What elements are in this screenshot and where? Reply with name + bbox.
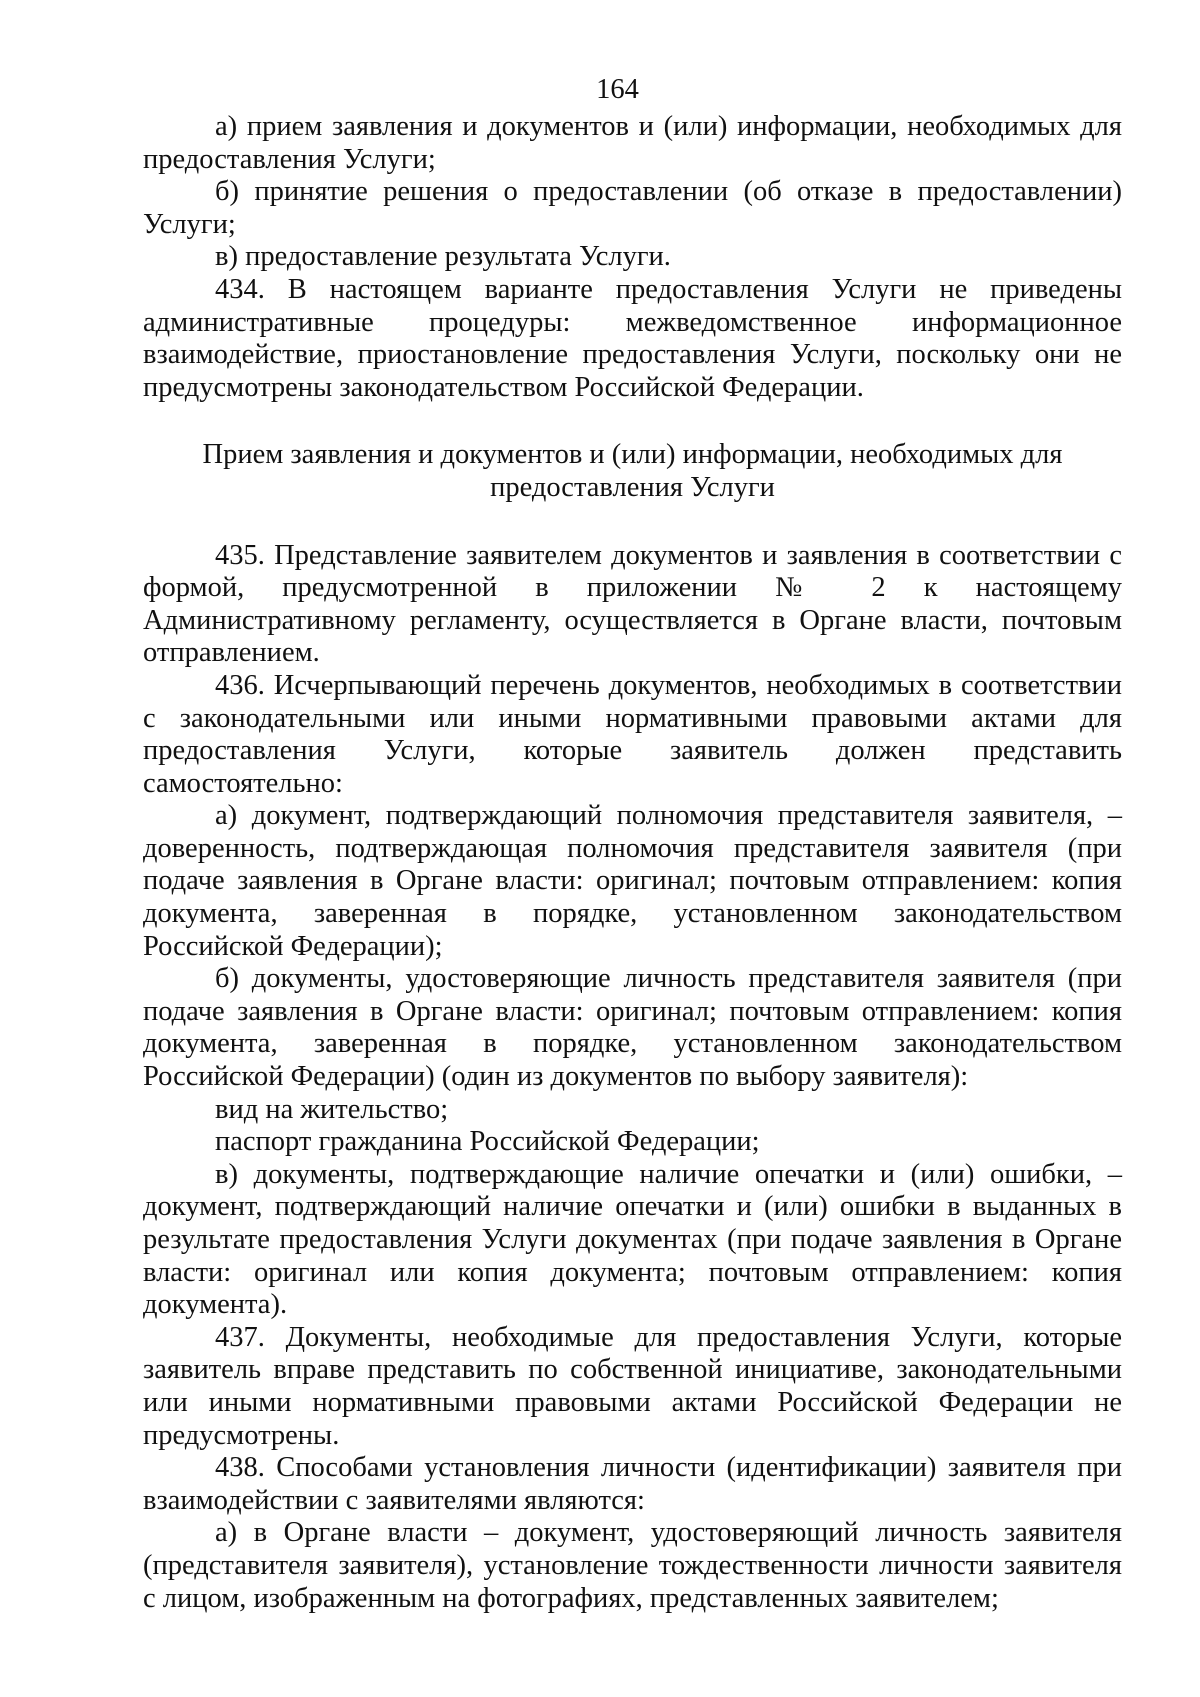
paragraph-436-c: в) документы, подтверждающие наличие опечатки и (или) ошибки, – документ, подтверждающий наличие опечатки и (или) ошибки в выданных в результате предоставления Услуги документах (при подаче заявления в Органе власти: оригинал или копия документа; почтовым отправлением: копия документа). (143, 1158, 1122, 1321)
paragraph-436-b: б) документы, удостоверяющие личность представителя заявителя (при подаче заявления в Органе власти: оригинал; почтовым отправлением: копия документа, заверенная в порядке, установленном законодательством Российской Федерации) (один из документов по выбору заявителя): (143, 963, 1122, 1093)
paragraph-436-a: а) документ, подтверждающий полномочия представителя заявителя, – доверенность, подтверждающая полномочия представителя заявителя (при подаче заявления в Органе власти: оригинал; почтовым отправлением: копия документа, заверенная в порядке, установленном законодательством Российской Федерации); (143, 800, 1122, 962)
list-item-passport: паспорт гражданина Российской Федерации; (215, 1126, 760, 1158)
paragraph-438: 438. Способами установления личности (идентификации) заявителя при взаимодействии с заявителями являются: (143, 1452, 1122, 1516)
paragraph-435: 435. Представление заявителем документов и заявления в соответствии с формой, предусмотренной в приложении № 2 к настоящему Административному регламенту, осуществляется в Органе власти, почтовым отправлением. (143, 539, 1122, 669)
paragraph-434: 434. В настоящем варианте предоставления Услуги не приведены административные процедуры: межведомственное информационное взаимодействие, приостановление предоставления Услуги, поскольку они не предусмотрены законодательством Российской Федерации. (143, 273, 1122, 403)
paragraph-436: 436. Исчерпывающий перечень документов, необходимых в соответствии с законодательными или иными нормативными правовыми актами для предоставления Услуги, которые заявитель должен представить самостоятельно: (143, 669, 1122, 799)
section-heading (143, 439, 1122, 504)
paragraph-438-a: а) в Органе власти – документ, удостоверяющий личность заявителя (представителя заявителя), установление тождественности личности заявителя с лицом, изображенным на фотографиях, представленных заявителем; (143, 1517, 1122, 1614)
section-heading-line-1: Прием заявления и документов и (или) информации, необходимых для (202, 439, 1063, 471)
section-heading-line-2: предоставления Услуги (490, 471, 775, 503)
paragraph-procedure-a: а) прием заявления и документов и (или) информации, необходимых для предоставления Услуги; (143, 111, 1122, 175)
paragraph-437: 437. Документы, необходимые для предоставления Услуги, которые заявитель вправе представить по собственной инициативе, законодательными или иными нормативными правовыми актами Российской Федерации не предусмотрены. (143, 1321, 1122, 1451)
page-number: 164 (596, 74, 639, 105)
paragraph-procedure-b: б) принятие решения о предоставлении (об отказе в предоставлении) Услуги; (143, 176, 1122, 240)
list-item-residence-permit: вид на жительство; (215, 1093, 449, 1125)
paragraph-procedure-c: в) предоставление результата Услуги. (215, 241, 671, 273)
document-body (143, 111, 1122, 1615)
